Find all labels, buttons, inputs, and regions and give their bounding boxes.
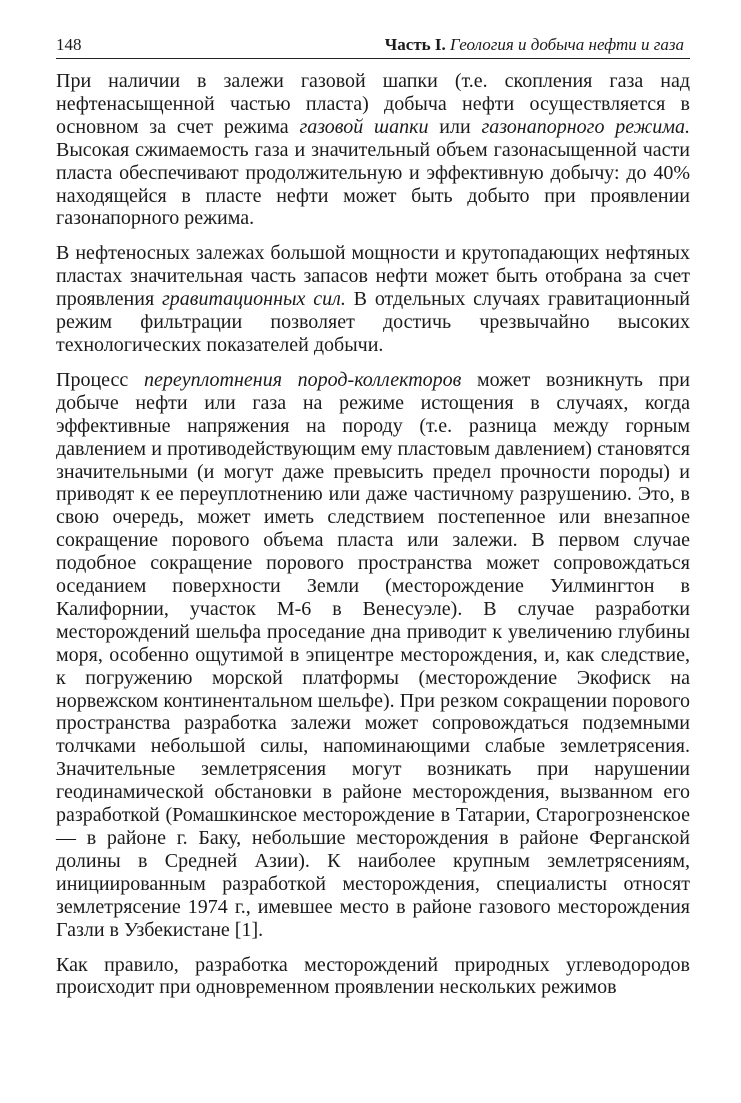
paragraph-gravity: В нефтеносных залежах большой мощности и крутопадающих нефтяных пластах значительная часть запасов нефти может быть отобрана за счет проявления гравитационных сил. В отдельных случаях гравитационный режим фильтрации позволяет достичь чрезвычайно высоких технологических показателей добычи. bbox=[56, 242, 690, 356]
term-gravity-forces: гравитационных сил. bbox=[161, 288, 346, 311]
page-body bbox=[56, 70, 690, 1011]
part-label: Часть I. bbox=[384, 35, 446, 54]
part-title: Геология и добыча нефти и газа bbox=[450, 35, 684, 54]
page-number: 148 bbox=[56, 35, 82, 54]
term-compaction: переуплотнения пород-коллекторов bbox=[143, 368, 462, 391]
running-title bbox=[385, 32, 684, 58]
term-gas-drive: газонапорного режима. bbox=[481, 115, 690, 138]
paragraph-gas-cap: При наличии в залежи газовой шапки (т.е. скопления газа над нефтенасыщенной частью пласта) добыча нефти осуществляется в основном за счет режима газовой шапки или газонапорного режима. Высокая сжимаемость газа и значительный объем газонасыщенной части пласта обеспечивают продолжительную и эффективную добычу: до 40% находящейся в пласте нефти может быть добыто при проявлении газонапорного режима. bbox=[56, 70, 690, 230]
paragraph-combined-regimes: Как правило, разработка месторождений природных углеводородов происходит при одновременном проявлении нескольких режимов bbox=[56, 953, 690, 999]
term-gas-cap: газовой шапки bbox=[299, 115, 429, 138]
paragraph-compaction: Процесс переуплотнения пород-коллекторов может возникнуть при добыче нефти или газа на режиме истощения в случаях, когда эффективные напряжения на породу (т.е. разница между горным давлением и противодействующим ему пластовым давлением) становятся значительными (и могут даже превысить предел прочности породы) и приводят к ее переуплотнению или даже частичному разрушению. Это, в свою очередь, может иметь следствием постепенное или внезапное сокращение порового объема пласта или залежи. В первом случае подобное сокращение порового пространства может сопровождаться оседанием поверхности Земли (месторождение Уилмингтон в Калифорнии, участок М-6 в Венесуэле). В случае разработки месторождений шельфа проседание дна приводит к увеличению глубины моря, особенно ощутимой в эпицентре месторождения, и, как следствие, к погружению морской платформы (месторождение Экофиск на норвежском континентальном шельфе). При резком сокращении порового пространства разработка залежи может сопровождаться подземными толчками небольшой силы, напоминающими слабые землетрясения. Значительные землетрясения могут возникать при нарушении геодинамической обстановки в районе месторождения, вызванном его разработкой (Ромашкинское месторождение в Татарии, Старогрозненское — в районе г. Баку, небольшие месторождения в районе Ферганской долины в Средней Азии). К наиболее крупным землетрясениям, инициированным разработкой месторождения, специалисты относят землетрясение 1974 г., имевшее место в районе газового месторождения Газли в Узбекистане [1]. bbox=[56, 368, 690, 941]
running-header bbox=[56, 32, 690, 59]
